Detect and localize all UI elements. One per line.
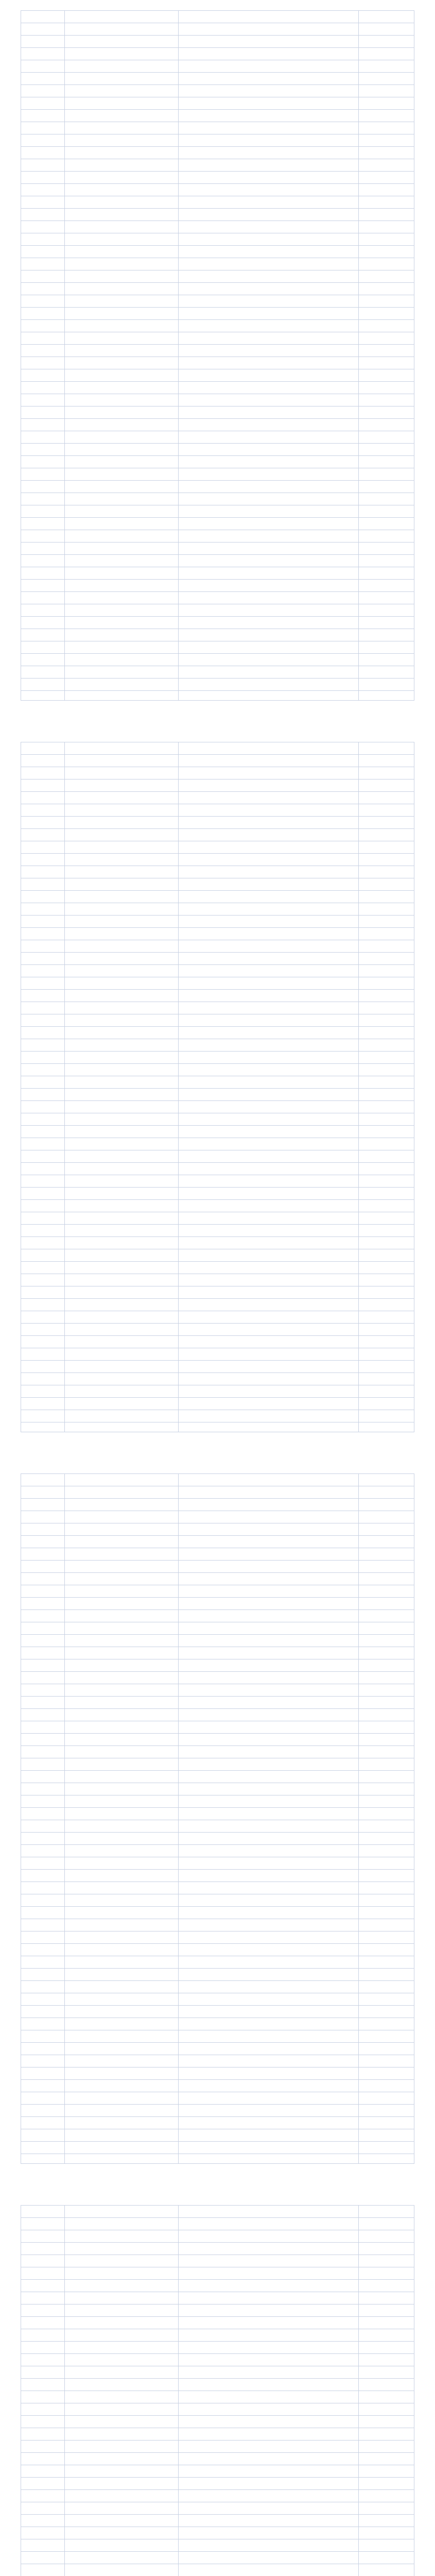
table-page-4 [21, 2205, 414, 2576]
table-page-2 [21, 742, 414, 1432]
table-page-1 [21, 10, 414, 701]
table-page-3 [21, 1473, 414, 2164]
